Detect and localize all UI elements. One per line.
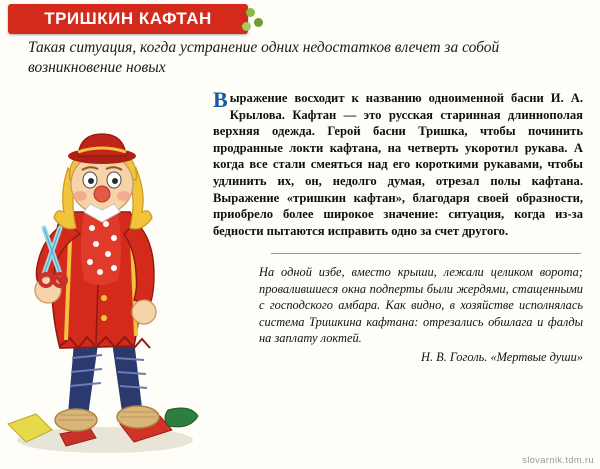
body-paragraph: [213, 87, 583, 239]
body-paragraph-text: ыражение восходит к названию одноименной басни И. А. Крылова. Кафтан — это русская старинная длиннополая верхняя одежда. Герой басни Тришка, чтобы починить продранные локти кафтана, на четверть укоротил рукава. А когда все стали смеяться над его короткими рукавами, чтобы удлинить их, он, недолго думая, отрезал полы кафтана. Выражение «тришкин кафтан», благодаря своей образности, приобрело более широкое значение: ситуация, когда из-за бедности пытаются исправить одно за счет другого.: [213, 91, 583, 238]
quote-text: На одной избе, вместо крыши, лежали целиком ворота; провалившиеся окна подперты были жердями, стащенными с господского амбара. Как видно, в хозяйстве исполнялась система Тришкина кафтана: отрезались обшлага и фалды на заплату локтей.: [259, 265, 583, 345]
article-column: [213, 87, 583, 366]
page-title-banner: [8, 4, 248, 34]
leaf-decor-icon: [246, 8, 255, 17]
page-title: ТРИШКИН КАФТАН: [44, 9, 212, 28]
illustration: [0, 72, 215, 462]
quote-attribution: Н. В. Гоголь. «Мертвые души»: [420, 350, 583, 365]
trishka-illustration-svg: [0, 72, 215, 462]
leaf-decor-icon: [242, 22, 251, 31]
drop-cap: В: [213, 87, 228, 112]
leaf-decor-icon: [254, 18, 263, 27]
watermark: slovarnik.tdm.ru: [522, 455, 594, 466]
section-divider: [271, 253, 581, 254]
definition-lead: Такая ситуация, когда устранение одних недостатков влечет за собой возникновение новых: [28, 39, 500, 76]
